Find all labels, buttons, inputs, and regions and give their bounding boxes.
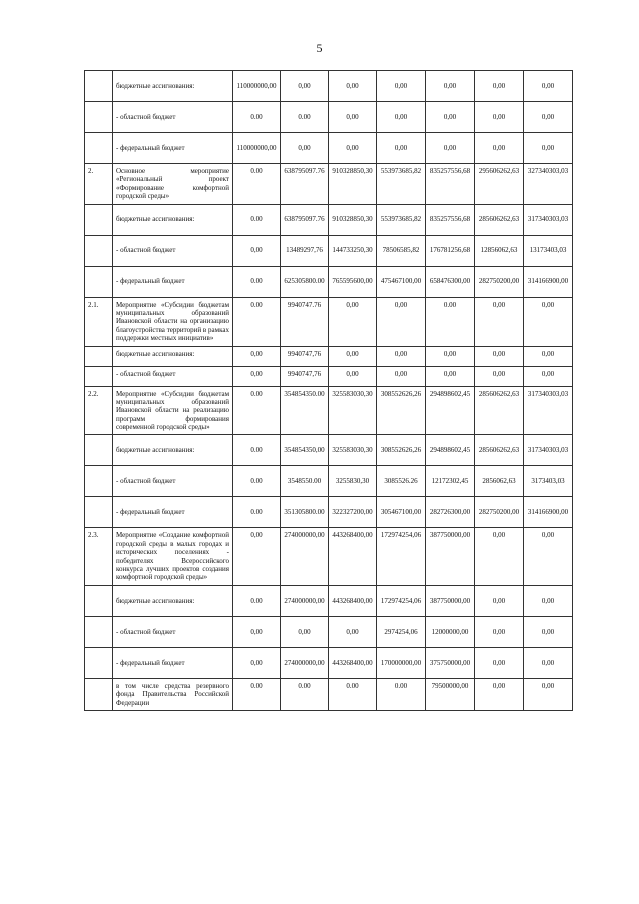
- amount-cell: 0,00: [475, 346, 524, 366]
- amount-cell: 553973685,82: [377, 164, 426, 205]
- amount-cell: 0.00: [233, 164, 281, 205]
- amount-cell: 0,00: [329, 297, 377, 346]
- amount-cell: 0,00: [524, 71, 573, 102]
- amount-cell: 79500000,00: [426, 678, 475, 710]
- table-row: [85, 235, 573, 266]
- amount-cell: 325583030,30: [329, 386, 377, 435]
- amount-cell: 9940747.76: [281, 297, 329, 346]
- amount-cell: 553973685,82: [377, 204, 426, 235]
- amount-cell: 285606262,63: [475, 435, 524, 466]
- amount-cell: 0,00: [475, 71, 524, 102]
- table-row: [85, 204, 573, 235]
- amount-cell: 443268400,00: [329, 528, 377, 585]
- amount-cell: 314166900,00: [524, 266, 573, 297]
- amount-cell: 2856062,63: [475, 466, 524, 497]
- amount-cell: 12000000,00: [426, 616, 475, 647]
- amount-cell: 351305800.00: [281, 497, 329, 528]
- amount-cell: 0,00: [426, 71, 475, 102]
- amount-cell: 0.00: [233, 678, 281, 710]
- row-description: бюджетные ассигнования:: [113, 346, 233, 366]
- amount-cell: 0,00: [377, 102, 426, 133]
- amount-cell: 0.00: [233, 585, 281, 616]
- row-number: 2.3.: [85, 528, 113, 585]
- amount-cell: 0,00: [281, 616, 329, 647]
- amount-cell: 0,00: [377, 366, 426, 386]
- amount-cell: 0,00: [524, 647, 573, 678]
- amount-cell: 0,00: [233, 346, 281, 366]
- amount-cell: 170000000,00: [377, 647, 426, 678]
- budget-table: [84, 70, 573, 711]
- amount-cell: 327340303,03: [524, 164, 573, 205]
- row-description: бюджетные ассигнования:: [113, 435, 233, 466]
- row-number: [85, 266, 113, 297]
- amount-cell: 0,00: [281, 133, 329, 164]
- amount-cell: 835257556,68: [426, 204, 475, 235]
- table-row: [85, 297, 573, 346]
- amount-cell: 443268400,00: [329, 647, 377, 678]
- amount-cell: 0.00: [233, 435, 281, 466]
- table-row: [85, 585, 573, 616]
- amount-cell: 0.00: [233, 204, 281, 235]
- row-number: [85, 235, 113, 266]
- amount-cell: 322327200,00: [329, 497, 377, 528]
- amount-cell: 0,00: [524, 585, 573, 616]
- amount-cell: 3548550.00: [281, 466, 329, 497]
- amount-cell: 387750000,00: [426, 585, 475, 616]
- amount-cell: 0,00: [377, 133, 426, 164]
- amount-cell: 144733250,30: [329, 235, 377, 266]
- table-row: [85, 678, 573, 710]
- row-description: - областной бюджет: [113, 466, 233, 497]
- amount-cell: 0,00: [281, 71, 329, 102]
- amount-cell: 0,00: [524, 528, 573, 585]
- table-row: [85, 466, 573, 497]
- amount-cell: 638795097.76: [281, 164, 329, 205]
- amount-cell: 294898602,45: [426, 435, 475, 466]
- amount-cell: 294898602,45: [426, 386, 475, 435]
- amount-cell: 0,00: [426, 133, 475, 164]
- row-description: - федеральный бюджет: [113, 497, 233, 528]
- amount-cell: 354854350,00: [281, 435, 329, 466]
- amount-cell: 0,00: [524, 297, 573, 346]
- amount-cell: 314166900,00: [524, 497, 573, 528]
- amount-cell: 0,00: [475, 133, 524, 164]
- amount-cell: 0,00: [524, 346, 573, 366]
- amount-cell: 282750200,00: [475, 266, 524, 297]
- amount-cell: 0.00: [233, 297, 281, 346]
- amount-cell: 176781256,68: [426, 235, 475, 266]
- row-number: [85, 497, 113, 528]
- amount-cell: 78506585,82: [377, 235, 426, 266]
- amount-cell: 0,00: [233, 528, 281, 585]
- amount-cell: 0,00: [233, 616, 281, 647]
- amount-cell: 765595600,00: [329, 266, 377, 297]
- page-number: 5: [316, 41, 323, 55]
- amount-cell: 0,00: [329, 102, 377, 133]
- amount-cell: 0,00: [475, 366, 524, 386]
- amount-cell: 0,00: [426, 366, 475, 386]
- amount-cell: 0,00: [329, 133, 377, 164]
- amount-cell: 9940747,76: [281, 366, 329, 386]
- amount-cell: 0,00: [329, 366, 377, 386]
- amount-cell: 0,00: [475, 647, 524, 678]
- row-number: [85, 466, 113, 497]
- amount-cell: 387750000,00: [426, 528, 475, 585]
- amount-cell: 317340303,03: [524, 435, 573, 466]
- table-row: [85, 386, 573, 435]
- row-number: [85, 204, 113, 235]
- amount-cell: 172974254,06: [377, 528, 426, 585]
- row-description: Мероприятие «Субсидии бюджетам муниципальных образований Ивановской области на организацию благоустройства территорий в рамках поддержки местных инициатив»: [113, 297, 233, 346]
- amount-cell: 0,00: [475, 102, 524, 133]
- amount-cell: 3255830,30: [329, 466, 377, 497]
- amount-cell: 354854350.00: [281, 386, 329, 435]
- amount-cell: 305467100,00: [377, 497, 426, 528]
- table-row: [85, 647, 573, 678]
- amount-cell: 0,00: [329, 71, 377, 102]
- row-description: - областной бюджет: [113, 102, 233, 133]
- row-number: [85, 133, 113, 164]
- amount-cell: 0,00: [233, 366, 281, 386]
- table-row: [85, 528, 573, 585]
- amount-cell: 475467100,00: [377, 266, 426, 297]
- amount-cell: 0,00: [426, 102, 475, 133]
- table-row: [85, 164, 573, 205]
- table-row: [85, 71, 573, 102]
- table-row: [85, 102, 573, 133]
- table-row: [85, 616, 573, 647]
- row-description: - областной бюджет: [113, 366, 233, 386]
- row-number: [85, 585, 113, 616]
- amount-cell: 0,00: [426, 346, 475, 366]
- amount-cell: 0,00: [475, 297, 524, 346]
- row-description: - федеральный бюджет: [113, 133, 233, 164]
- table-row: [85, 133, 573, 164]
- amount-cell: 0,00: [233, 235, 281, 266]
- row-description: бюджетные ассигнования:: [113, 585, 233, 616]
- amount-cell: 0,00: [475, 585, 524, 616]
- amount-cell: 3085526.26: [377, 466, 426, 497]
- amount-cell: 12856062,63: [475, 235, 524, 266]
- amount-cell: 9940747,76: [281, 346, 329, 366]
- amount-cell: 295606262,63: [475, 164, 524, 205]
- amount-cell: 0.00: [233, 266, 281, 297]
- amount-cell: 443268400,00: [329, 585, 377, 616]
- amount-cell: 835257556,68: [426, 164, 475, 205]
- row-description: Мероприятие «Субсидии бюджетам муниципальных образований Ивановской области на реализацию программ формирования современной городской среды»: [113, 386, 233, 435]
- amount-cell: 317340303,03: [524, 386, 573, 435]
- amount-cell: 910328850,30: [329, 164, 377, 205]
- row-number: 2.2.: [85, 386, 113, 435]
- row-description: в том числе средства резервного фонда Правительства Российской Федерации: [113, 678, 233, 710]
- amount-cell: 625305800.00: [281, 266, 329, 297]
- amount-cell: 0.00: [329, 678, 377, 710]
- row-description: бюджетные ассигнования:: [113, 71, 233, 102]
- row-number: [85, 435, 113, 466]
- table-row: [85, 497, 573, 528]
- amount-cell: 0,00: [329, 616, 377, 647]
- row-description: Мероприятие «Создание комфортной городской среды в малых городах и исторических поселениях - победителях Всероссийского конкурса лучших проектов создания комфортной городской среды»: [113, 528, 233, 585]
- amount-cell: 285606262,63: [475, 386, 524, 435]
- amount-cell: 0.00: [377, 678, 426, 710]
- amount-cell: 638795097.76: [281, 204, 329, 235]
- amount-cell: 110000000,00: [233, 71, 281, 102]
- amount-cell: 0.00: [233, 466, 281, 497]
- amount-cell: 13173403,03: [524, 235, 573, 266]
- table-row: [85, 366, 573, 386]
- row-description: - областной бюджет: [113, 235, 233, 266]
- row-number: [85, 616, 113, 647]
- amount-cell: 0.00: [233, 386, 281, 435]
- amount-cell: 0,00: [524, 616, 573, 647]
- amount-cell: 274000000,00: [281, 585, 329, 616]
- row-description: Основное мероприятие «Региональный проект «Формирование комфортной городской среды»: [113, 164, 233, 205]
- amount-cell: 172974254,06: [377, 585, 426, 616]
- amount-cell: 0,00: [524, 678, 573, 710]
- amount-cell: 13489297,76: [281, 235, 329, 266]
- amount-cell: 0,00: [377, 297, 426, 346]
- amount-cell: 0.00: [233, 102, 281, 133]
- row-description: - федеральный бюджет: [113, 647, 233, 678]
- row-number: [85, 346, 113, 366]
- amount-cell: 910328850,30: [329, 204, 377, 235]
- amount-cell: 285606262,63: [475, 204, 524, 235]
- amount-cell: 0,00: [475, 528, 524, 585]
- amount-cell: 0.00: [233, 497, 281, 528]
- amount-cell: 658476300,00: [426, 266, 475, 297]
- amount-cell: 0,00: [524, 133, 573, 164]
- row-number: 2.: [85, 164, 113, 205]
- row-number: [85, 678, 113, 710]
- amount-cell: 0,00: [524, 366, 573, 386]
- amount-cell: 325583030,30: [329, 435, 377, 466]
- amount-cell: 282726300,00: [426, 497, 475, 528]
- amount-cell: 0,00: [329, 346, 377, 366]
- amount-cell: 308552626,26: [377, 435, 426, 466]
- amount-cell: 0,00: [475, 616, 524, 647]
- row-number: [85, 647, 113, 678]
- amount-cell: 12172302,45: [426, 466, 475, 497]
- amount-cell: 274000000,00: [281, 528, 329, 585]
- amount-cell: 0,00: [377, 71, 426, 102]
- row-number: [85, 366, 113, 386]
- amount-cell: 0,00: [377, 346, 426, 366]
- row-number: [85, 102, 113, 133]
- table-row: [85, 435, 573, 466]
- amount-cell: 110000000,00: [233, 133, 281, 164]
- table-row: [85, 346, 573, 366]
- amount-cell: 0,00: [233, 647, 281, 678]
- amount-cell: 375750000,00: [426, 647, 475, 678]
- amount-cell: 317340303,03: [524, 204, 573, 235]
- amount-cell: 2974254,06: [377, 616, 426, 647]
- row-description: бюджетные ассигнования:: [113, 204, 233, 235]
- amount-cell: 0,00: [475, 678, 524, 710]
- table-row: [85, 266, 573, 297]
- row-description: - федеральный бюджет: [113, 266, 233, 297]
- amount-cell: 3173403,03: [524, 466, 573, 497]
- row-description: - областной бюджет: [113, 616, 233, 647]
- amount-cell: 0.00: [281, 102, 329, 133]
- amount-cell: 308552626,26: [377, 386, 426, 435]
- amount-cell: 0,00: [524, 102, 573, 133]
- amount-cell: 0.00: [281, 678, 329, 710]
- row-number: 2.1.: [85, 297, 113, 346]
- budget-table-body: [85, 71, 573, 711]
- amount-cell: 282750200,00: [475, 497, 524, 528]
- amount-cell: 274000000,00: [281, 647, 329, 678]
- amount-cell: 0.00: [426, 297, 475, 346]
- row-number: [85, 71, 113, 102]
